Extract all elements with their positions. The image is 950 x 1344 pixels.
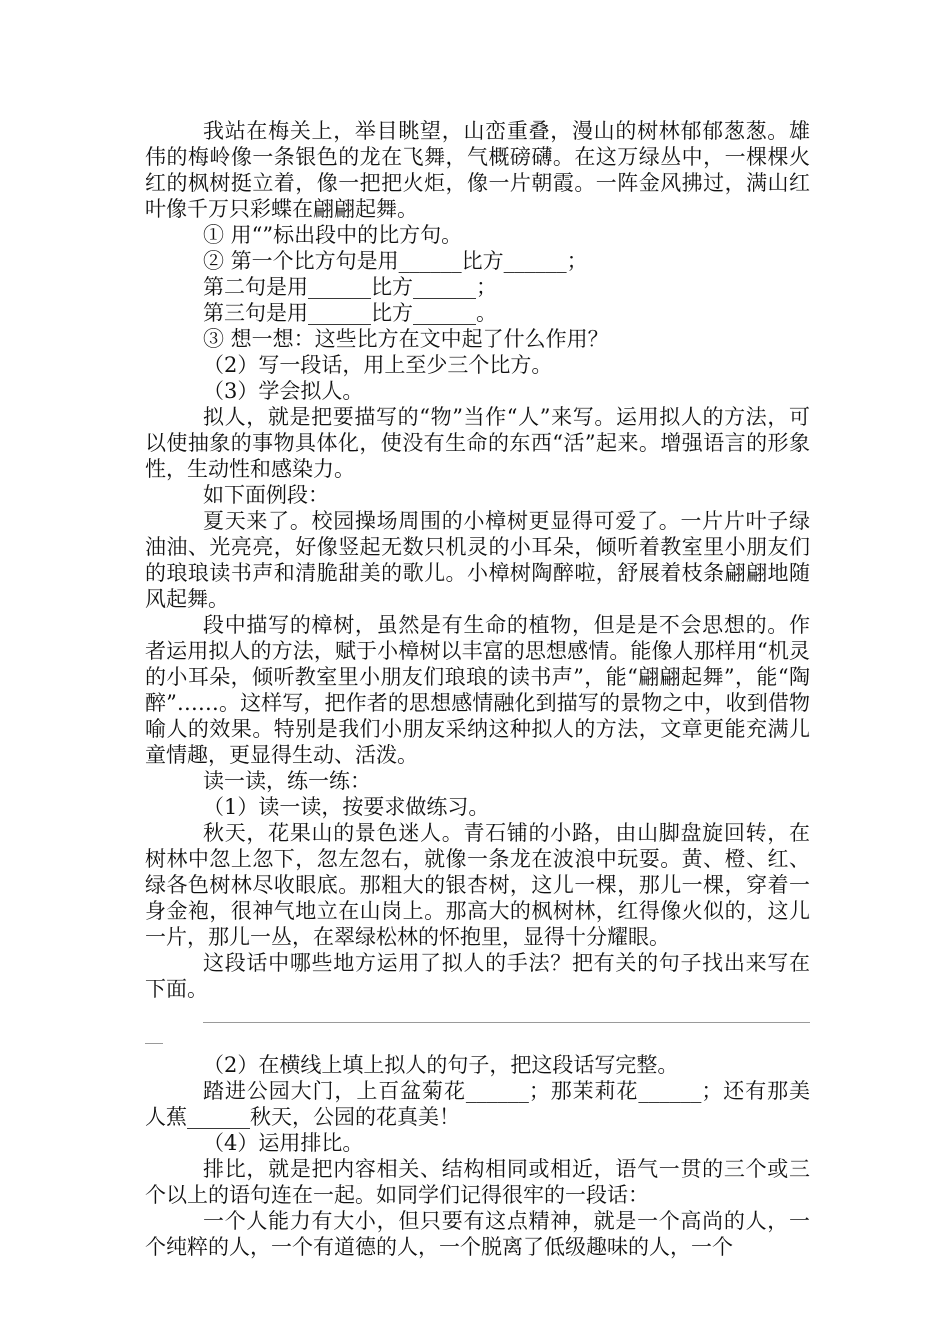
answer-line-end	[145, 1043, 163, 1044]
document-page	[145, 118, 810, 1260]
paragraph-meiguan: 我站在梅关上，举目眺望，山峦重叠，漫山的树林郁郁葱葱。雄伟的梅岭像一条银色的龙在飞舞，气概磅礴。在这万绿丛中，一棵棵火红的枫树挺立着，像一把把火炬，像一片朝霞。一阵金风拂过，满山红叶像千万只彩蝶在翩翩起舞。	[145, 119, 810, 221]
exercise-read: （1）读一读，按要求做练习。	[203, 795, 490, 819]
section-heading-parallelism: （4）运用排比。	[203, 1131, 364, 1155]
section-heading-personification: （3）学会拟人。	[203, 379, 364, 403]
paragraph-example-intro: 如下面例段：	[203, 483, 329, 507]
question-simile-effect: ③ 想一想：这些比方在文中起了什么作用？	[203, 327, 609, 351]
question-third-simile: 第三句是用______比方______。	[203, 301, 497, 325]
paragraph-huaguoshan: 秋天，花果山的景色迷人。青石铺的小路，由山脚盘旋回转，在树林中忽上忽下，忽左忽右，就像一条龙在波浪中玩耍。黄、橙、红、绿各色树林尽收眼底。那粗大的银杏树，这儿一棵，那儿一棵，穿着一身金袍，很神气地立在山岗上。那高大的枫树林，红得像火似的，这儿一片，那儿一丛，在翠绿松林的怀抱里，显得十分耀眼。	[145, 821, 810, 949]
paragraph-example-analysis: 段中描写的樟树，虽然是有生命的植物，但是是不会思想的。作者运用拟人的方法，赋于小樟树以丰富的思想感情。能像人那样用“机灵的小耳朵，倾听教室里小朋友们琅琅的读书声”，能“翩翩起舞”，能“陶醉”……。这样写，把作者的思想感情融化到描写的景物之中，收到借物喻人的效果。特别是我们小朋友采纳这种拟人的方法，文章更能充满儿童情趣，更显得生动、活泼。	[145, 613, 810, 767]
paragraph-example-camphor: 夏天来了。校园操场周围的小樟树更显得可爱了。一片片叶子绿油油、光亮亮，好像竖起无数只机灵的小耳朵，倾听着教室里小朋友们的琅琅读书声和清脆甜美的歌儿。小樟树陶醉啦，舒展着枝条翩翩地随风起舞。	[145, 509, 810, 611]
exercise-fill-blanks: （2）在横线上填上拟人的句子，把这段话写完整。	[203, 1053, 679, 1077]
paragraph-find-sentences: 这段话中哪些地方运用了拟人的手法？把有关的句子找出来写在下面。	[145, 951, 810, 1001]
task-write-similes: （2）写一段话，用上至少三个比方。	[203, 353, 553, 377]
paragraph-personification-definition: 拟人，就是把要描写的“物”当作“人”来写。运用拟人的方法，可以使抽象的事物具体化，使没有生命的东西“活”起来。增强语言的形象性，生动性和感染力。	[145, 405, 810, 481]
question-second-simile: 第二句是用______比方______；	[203, 275, 497, 299]
paragraph-quote: 一个人能力有大小，但只要有这点精神，就是一个高尚的人，一个纯粹的人，一个有道德的人，一个脱离了低级趣味的人，一个	[145, 1209, 810, 1259]
question-mark-simile: ① 用“”标出段中的比方句。	[203, 223, 463, 247]
answer-line	[203, 1022, 810, 1023]
question-first-simile: ② 第一个比方句是用______比方______；	[203, 249, 588, 273]
paragraph-practice-intro: 读一读，练一练：	[203, 769, 371, 793]
paragraph-parallelism-definition: 排比，就是把内容相关、结构相同或相近，语气一贯的三个或三个以上的语句连在一起。如同学们记得很牢的一段话：	[145, 1157, 810, 1207]
paragraph-park-flowers: 踏进公园大门，上百盆菊花______；那茉莉花______；还有那美人蕉______秋天，公园的花真美！	[145, 1079, 810, 1129]
